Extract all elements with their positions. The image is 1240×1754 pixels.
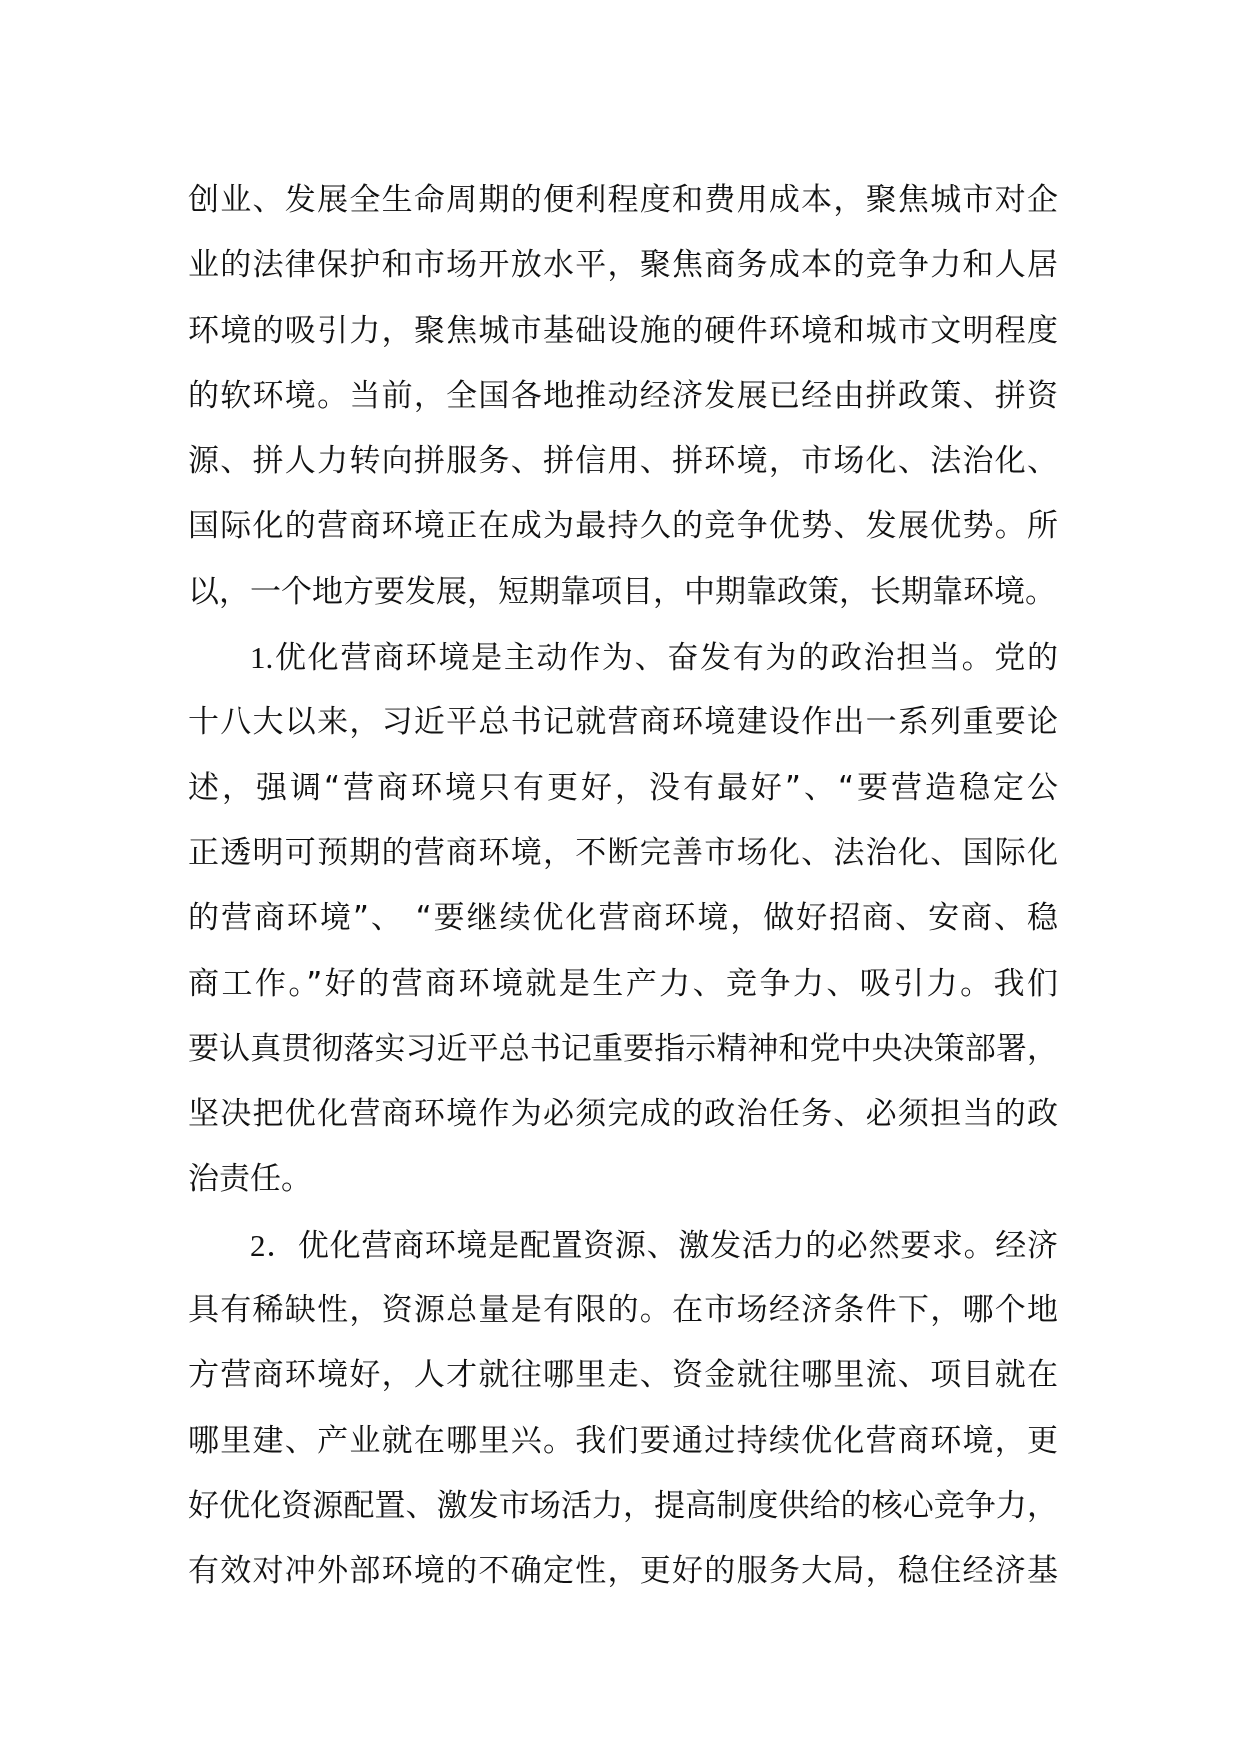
text-line	[188, 494, 1058, 559]
line-text: 业的法律保护和市场开放水平，聚焦商务成本的竞争力和人居	[188, 247, 1058, 284]
text-line	[188, 168, 1058, 233]
text-line	[188, 1343, 1058, 1408]
text-line	[188, 1082, 1058, 1147]
line-text: 源、拼人力转向拼服务、拼信用、拼环境，市场化、法治化、	[188, 443, 1058, 480]
line-text: 治责任。	[188, 1161, 312, 1198]
document-body	[188, 168, 1058, 1605]
list-number: 1.	[250, 640, 274, 676]
line-text: 具有稀缺性，资源总量是有限的。在市场经济条件下，哪个地	[188, 1292, 1058, 1329]
line-text: 的营商环境”、 “要继续优化营商环境，做好招商、安商、稳	[188, 900, 1058, 937]
line-text: 环境的吸引力，聚焦城市基础设施的硬件环境和城市文明程度	[188, 312, 1058, 349]
line-text: 要认真贯彻落实习近平总书记重要指示精神和党中央决策部署，	[188, 1030, 1058, 1067]
line-text: 坚决把优化营商环境作为必须完成的政治任务、必须担当的政	[188, 1096, 1058, 1133]
line-text: 有效对冲外部环境的不确定性，更好的服务大局，稳住经济基	[188, 1553, 1058, 1590]
line-text: 好优化资源配置、激发市场活力，提高制度供给的核心竞争力，	[188, 1487, 1058, 1524]
text-line	[188, 1147, 1058, 1212]
line-text: 创业、发展全生命周期的便利程度和费用成本，聚焦城市对企	[188, 182, 1058, 218]
text-line	[188, 299, 1058, 364]
text-line	[188, 952, 1058, 1017]
text-line	[188, 756, 1058, 821]
text-line	[188, 625, 1058, 690]
text-line	[188, 690, 1058, 755]
line-text: 哪里建、产业就在哪里兴。我们要通过持续优化营商环境，更	[188, 1422, 1058, 1459]
text-line	[188, 364, 1058, 429]
text-line	[188, 821, 1058, 886]
line-text: 述，强调“营商环境只有更好，没有最好”、“要营造稳定公	[188, 769, 1058, 806]
text-line	[188, 1017, 1058, 1082]
line-text: 优化营商环境是配置资源、激发活力的必然要求。经济	[297, 1227, 1059, 1264]
line-text: 优化营商环境是主动作为、奋发有为的政治担当。党的	[273, 640, 1058, 677]
line-text: 十八大以来，习近平总书记就营商环境建设作出一系列重要论	[188, 704, 1058, 741]
line-text: 以，一个地方要发展，短期靠项目，中期靠政策，长期靠环境。	[188, 573, 1056, 610]
text-line	[188, 233, 1058, 298]
text-line	[188, 1539, 1058, 1604]
text-line	[188, 1213, 1058, 1278]
text-line	[188, 560, 1058, 625]
text-line	[188, 1409, 1058, 1474]
text-line	[188, 1278, 1058, 1343]
text-line	[188, 886, 1058, 951]
line-text: 国际化的营商环境正在成为最持久的竞争优势、发展优势。所	[188, 508, 1058, 545]
line-text: 方营商环境好，人才就往哪里走、资金就往哪里流、项目就在	[188, 1357, 1058, 1394]
line-text: 正透明可预期的营商环境，不断完善市场化、法治化、国际化	[188, 834, 1058, 871]
list-number: 2．	[250, 1227, 298, 1263]
text-line	[188, 429, 1058, 494]
line-text: 的软环境。当前，全国各地推动经济发展已经由拼政策、拼资	[188, 377, 1058, 414]
line-text: 商工作。”好的营商环境就是生产力、竞争力、吸引力。我们	[188, 965, 1058, 1002]
text-line	[188, 1474, 1058, 1539]
